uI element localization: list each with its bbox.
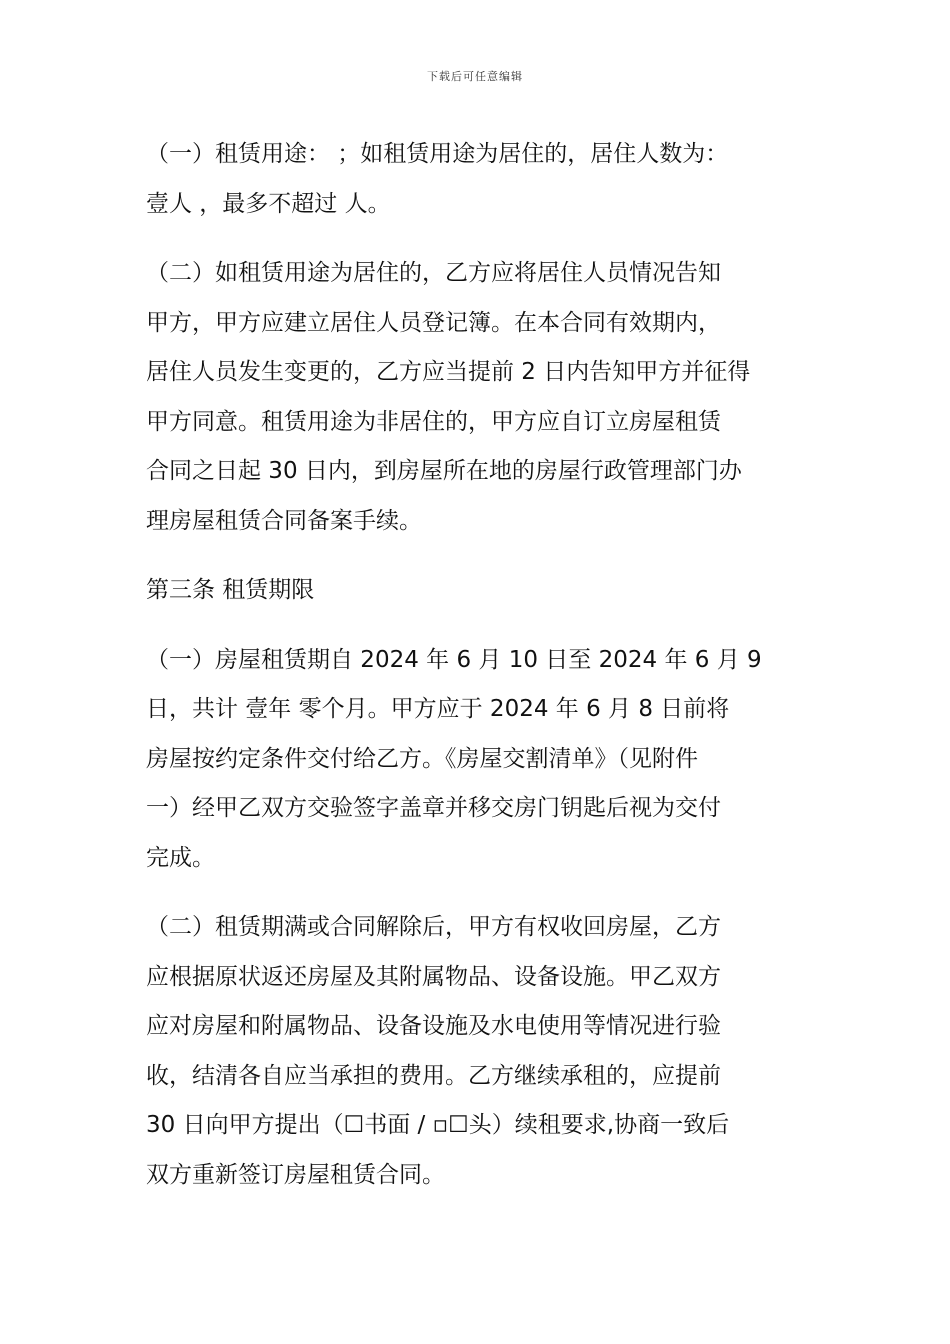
paragraph-usage: （一）租赁用途： ；如租赁用途为居住的，居住人数为： 壹人 ，最多不超过 人。 <box>146 141 729 217</box>
paragraph-lease-term: （一）房屋租赁期自 2024 年 6 月 10 日至 2024 年 6 月 9 日，共计 壹年 零个月。甲方应于 2024 年 6 月 8 日前将 房屋按约定条件交付给乙方。《房屋交割清单》（见附件 一）经甲乙双方交验签字盖章并移交房门钥匙后视为交付 完成。 <box>146 646 762 871</box>
paragraph-resident-info: （二）如租赁用途为居住的，乙方应将居住人员情况告知 甲方，甲方应建立居住人员登记簿。在本合同有效期内， 居住人员发生变更的，乙方应当提前 2 日内告知甲方并征得 甲方同意。租赁用途为非居住的，甲方应自订立房屋租赁 合同之日起 30 日内，到房屋所在地的房屋行政管理部门办 理房屋租赁合同备案手续。 <box>146 260 751 534</box>
paragraph-lease-end: （二）租赁期满或合同解除后，甲方有权收回房屋，乙方 应根据原状返还房屋及其附属物品、设备设施。甲乙双方 应对房屋和附属物品、设备设施及水电使用等情况进行验 收，结清各自应当承担的费用。乙方继续承租的，应提前 30 日向甲方提出（☐书面 / ▫☐头）续租要求,协商一致后 双方重新签订房屋租赁合同。 <box>146 914 730 1188</box>
article-three-heading: 第三条 租赁期限 <box>146 577 315 603</box>
document-body <box>146 130 826 1220</box>
page-header: 下载后可任意编辑 <box>427 70 523 83</box>
